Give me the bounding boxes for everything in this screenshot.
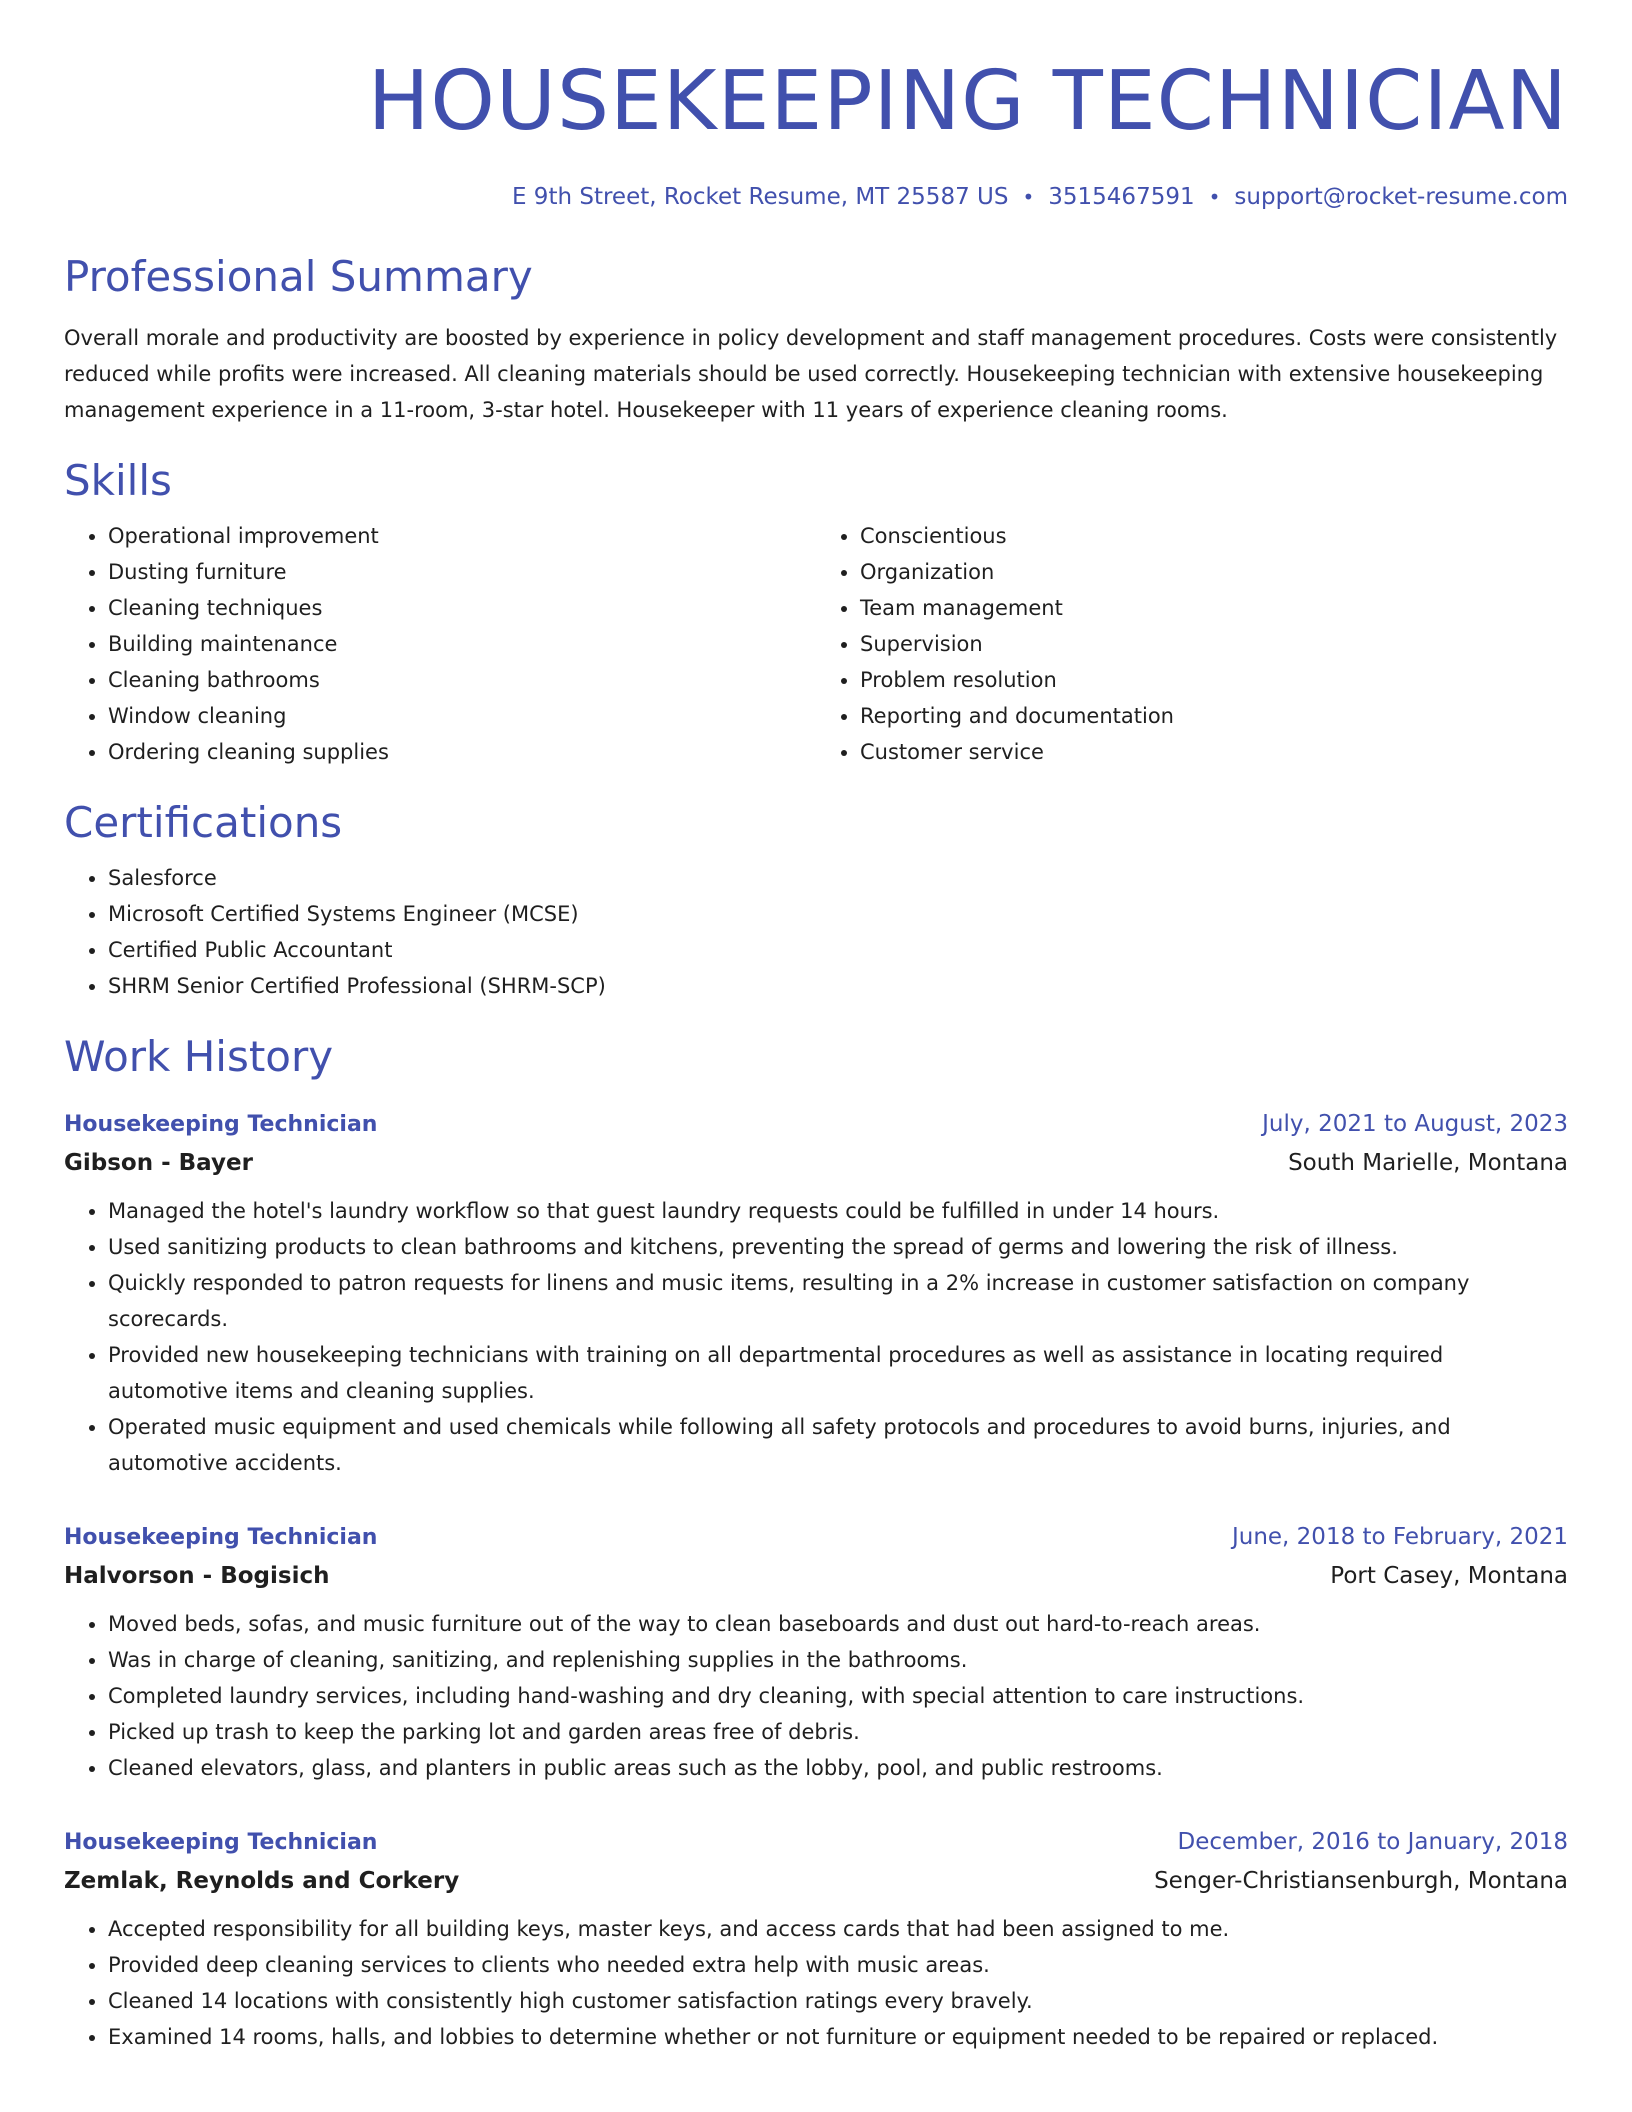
job-title-row xyxy=(64,1106,1568,1143)
job-bullet: • Managed the hotel's laundry workflow so that guest laundry requests could be fulfilled in under 14 hours. xyxy=(108,1193,1568,1229)
skill-item: • Building maintenance xyxy=(108,626,816,662)
job-bullet: • Picked up trash to keep the parking lot and garden areas free of debris. xyxy=(108,1714,1568,1750)
job-dates: July, 2021 to August, 2023 xyxy=(1262,1111,1568,1137)
skill-item: • Supervision xyxy=(860,626,1568,662)
job-bullet: • Provided deep cleaning services to clients who needed extra help with music areas. xyxy=(108,1947,1568,1983)
job-dates: December, 2016 to January, 2018 xyxy=(1177,1829,1568,1855)
job-bullets xyxy=(64,1193,1568,1481)
certification-item: • Microsoft Certified Systems Engineer (MCSE) xyxy=(108,896,1568,932)
job-bullet: • Quickly responded to patron requests for linens and music items, resulting in a 2% increase in customer satisfaction on company scorecards. xyxy=(108,1265,1568,1337)
job-bullet: • Cleaned 14 locations with consistently high customer satisfaction ratings every bravely. xyxy=(108,1983,1568,2019)
skill-item: • Conscientious xyxy=(860,518,1568,554)
job-title: Housekeeping Technician xyxy=(64,1830,378,1855)
job-bullet: • Was in charge of cleaning, sanitizing, and replenishing supplies in the bathrooms. xyxy=(108,1642,1568,1678)
certification-item: • Salesforce xyxy=(108,860,1568,896)
job-bullet: • Moved beds, sofas, and music furniture out of the way to clean baseboards and dust out hard-to-reach areas. xyxy=(108,1606,1568,1642)
skill-item: • Ordering cleaning supplies xyxy=(108,734,816,770)
job-bullet: • Used sanitizing products to clean bathrooms and kitchens, preventing the spread of germs and lowering the risk of illness. xyxy=(108,1229,1568,1265)
job-bullet: • Provided new housekeeping technicians with training on all departmental procedures as well as assistance in locating required automotive items and cleaning supplies. xyxy=(108,1337,1568,1409)
skill-item: • Organization xyxy=(860,554,1568,590)
skill-item: • Window cleaning xyxy=(108,698,816,734)
job-company: Halvorson - Bogisich xyxy=(64,1563,330,1589)
resume-name: HOUSEKEEPING TECHNICIAN xyxy=(367,54,1568,149)
skill-item: • Cleaning bathrooms xyxy=(108,662,816,698)
job-bullets xyxy=(64,1606,1568,1786)
skill-item: • Operational improvement xyxy=(108,518,816,554)
job-company: Zemlak, Reynolds and Corkery xyxy=(64,1868,460,1894)
work-history-heading: Work History xyxy=(64,1032,334,1081)
skill-item: • Cleaning techniques xyxy=(108,590,816,626)
job-title: Housekeeping Technician xyxy=(64,1525,378,1550)
certification-item: • SHRM Senior Certified Professional (SHRM-SCP) xyxy=(108,968,1568,1004)
contact-address: E 9th Street, Rocket Resume, MT 25587 US xyxy=(511,184,1009,210)
job-location: South Marielle, Montana xyxy=(1288,1150,1568,1176)
skills-heading: Skills xyxy=(64,456,172,505)
skills-grid xyxy=(64,518,1568,770)
job-entry xyxy=(64,1519,1568,1786)
job-company-row xyxy=(64,1861,1568,1901)
skill-item: • Customer service xyxy=(860,734,1568,770)
skill-item: • Team management xyxy=(860,590,1568,626)
job-bullet: • Completed laundry services, including hand-washing and dry cleaning, with special attention to care instructions. xyxy=(108,1678,1568,1714)
summary-heading: Professional Summary xyxy=(64,252,533,301)
skill-item: • Problem resolution xyxy=(860,662,1568,698)
job-bullet: • Cleaned elevators, glass, and planters in public areas such as the lobby, pool, and public restrooms. xyxy=(108,1750,1568,1786)
work-history-section xyxy=(64,1032,1568,2055)
job-bullet: • Accepted responsibility for all building keys, master keys, and access cards that had been assigned to me. xyxy=(108,1911,1568,1947)
certifications-section xyxy=(64,798,1568,1004)
job-bullets xyxy=(64,1911,1568,2055)
job-entry xyxy=(64,1106,1568,1481)
certification-item: • Certified Public Accountant xyxy=(108,932,1568,968)
job-company-row xyxy=(64,1556,1568,1596)
job-location: Port Casey, Montana xyxy=(1330,1563,1568,1589)
certifications-list xyxy=(64,860,1568,1004)
certifications-heading: Certifications xyxy=(64,798,343,847)
job-title: Housekeeping Technician xyxy=(64,1112,378,1137)
job-dates: June, 2018 to February, 2021 xyxy=(1231,1524,1568,1550)
skills-section xyxy=(64,456,1568,770)
contact-separator: • xyxy=(1208,185,1221,209)
summary-text: Overall morale and productivity are boosted by experience in policy development and staff management procedures. Costs were consistently reduced while profits were increased. All cleaning materials should be used correctly. Housekeeping technician with extensive housekeeping management experience in a 11-room, 3-star hotel. Housekeeper with 11 years of experience cleaning rooms. xyxy=(64,326,1558,422)
job-entry xyxy=(64,1824,1568,2055)
job-company: Gibson - Bayer xyxy=(64,1150,253,1176)
job-title-row xyxy=(64,1519,1568,1556)
contact-email[interactable]: support@rocket-resume.com xyxy=(1234,184,1568,210)
job-bullet: • Operated music equipment and used chemicals while following all safety protocols and procedures to avoid burns, injuries, and automotive accidents. xyxy=(108,1409,1568,1481)
skills-list-right xyxy=(816,518,1568,770)
job-title-row xyxy=(64,1824,1568,1861)
contact-line xyxy=(64,184,1568,210)
skill-item: • Dusting furniture xyxy=(108,554,816,590)
job-location: Senger-Christiansenburgh, Montana xyxy=(1154,1868,1568,1894)
skill-item: • Reporting and documentation xyxy=(860,698,1568,734)
job-bullet: • Examined 14 rooms, halls, and lobbies to determine whether or not furniture or equipment needed to be repaired or replaced. xyxy=(108,2019,1568,2055)
contact-separator: • xyxy=(1022,185,1035,209)
job-company-row xyxy=(64,1143,1568,1183)
contact-phone: 3515467591 xyxy=(1048,184,1195,210)
summary-section xyxy=(64,252,1568,428)
skills-list-left xyxy=(64,518,816,770)
